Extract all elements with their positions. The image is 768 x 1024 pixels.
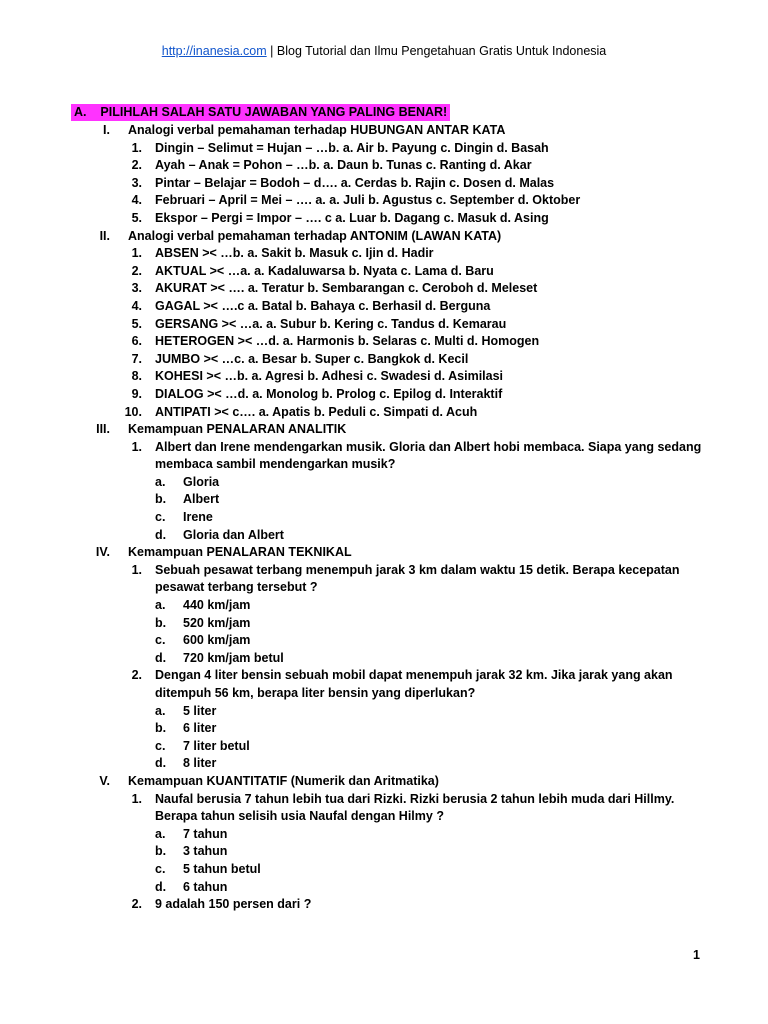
section-a-label: A. xyxy=(74,105,87,119)
question-item xyxy=(0,157,768,175)
page-header xyxy=(0,43,768,59)
question-text: AKTUAL >< …a. a. Kadaluwarsa b. Nyata c. Lama d. Baru xyxy=(155,263,494,278)
option-letter: b. xyxy=(155,615,167,630)
option-letter: c. xyxy=(155,738,166,753)
answer-option xyxy=(0,826,768,844)
answer-option xyxy=(0,843,768,861)
option-text: 520 km/jam xyxy=(183,615,251,630)
question-item xyxy=(0,245,768,263)
section-heading xyxy=(0,122,768,140)
question-number: 2. xyxy=(131,263,142,278)
section-heading xyxy=(0,228,768,246)
site-link[interactable]: http://inanesia.com xyxy=(161,44,267,58)
question-number: 1. xyxy=(131,140,142,155)
option-letter: d. xyxy=(155,756,167,771)
question-continuation xyxy=(0,579,768,597)
question-text: Sebuah pesawat terbang menempuh jarak 3 km dalam waktu 15 detik. Berapa kecepatan xyxy=(155,562,680,577)
question-item xyxy=(0,439,768,457)
option-letter: b. xyxy=(155,721,167,736)
question-list xyxy=(0,122,768,914)
option-text: 6 tahun xyxy=(183,879,228,894)
question-text: Ekspor – Pergi = Impor – …. c a. Luar b. Dagang c. Masuk d. Asing xyxy=(155,210,549,225)
option-text: 6 liter xyxy=(183,721,217,736)
section-heading xyxy=(0,544,768,562)
option-text: 8 liter xyxy=(183,756,217,771)
question-text: AKURAT >< …. a. Teratur b. Sembarangan c. Ceroboh d. Meleset xyxy=(155,281,538,296)
question-text: Naufal berusia 7 tahun lebih tua dari Rizki. Rizki berusia 2 tahun lebih muda dari Hillmy. xyxy=(155,791,675,806)
question-item xyxy=(0,175,768,193)
question-number: 5. xyxy=(131,316,142,331)
question-text: 9 adalah 150 persen dari ? xyxy=(155,897,312,912)
question-text: DIALOG >< …d. a. Monolog b. Prolog c. Epilog d. Interaktif xyxy=(155,386,503,401)
question-text: Berapa tahun selisih usia Naufal dengan Hilmy ? xyxy=(155,809,444,824)
question-text: KOHESI >< …b. a. Agresi b. Adhesi c. Swadesi d. Asimilasi xyxy=(155,369,504,384)
answer-option xyxy=(0,720,768,738)
question-number: 4. xyxy=(131,193,142,208)
question-item xyxy=(0,140,768,158)
question-item xyxy=(0,791,768,809)
question-number: 2. xyxy=(131,668,142,683)
section-title: Analogi verbal pemahaman terhadap HUBUNGAN ANTAR KATA xyxy=(128,123,506,137)
question-number: 2. xyxy=(131,897,142,912)
option-letter: a. xyxy=(155,703,166,718)
section-title: Kemampuan PENALARAN TEKNIKAL xyxy=(128,545,352,560)
header-separator: | xyxy=(266,44,277,58)
option-text: 5 liter xyxy=(183,703,217,718)
answer-option xyxy=(0,632,768,650)
question-continuation xyxy=(0,808,768,826)
question-text: ABSEN >< …b. a. Sakit b. Masuk c. Ijin d. Hadir xyxy=(155,246,434,261)
question-number: 4. xyxy=(131,298,142,313)
question-item xyxy=(0,386,768,404)
question-number: 10. xyxy=(124,404,142,419)
section-number: II. xyxy=(99,228,110,243)
question-number: 3. xyxy=(131,175,142,190)
question-number: 8. xyxy=(131,369,142,384)
option-letter: b. xyxy=(155,844,167,859)
option-text: Irene xyxy=(183,510,213,525)
question-text: ditempuh 56 km, berapa liter bensin yang diperlukan? xyxy=(155,686,476,700)
question-text: Februari – April = Mei – …. a. a. Juli b. Agustus c. September d. Oktober xyxy=(155,193,581,208)
question-item xyxy=(0,667,768,685)
question-item xyxy=(0,368,768,386)
question-text: HETEROGEN >< …d. a. Harmonis b. Selaras c. Multi d. Homogen xyxy=(155,334,540,349)
question-text: Albert dan Irene mendengarkan musik. Gloria dan Albert hobi membaca. Siapa yang sedang xyxy=(155,439,702,454)
answer-option xyxy=(0,527,768,545)
section-number: III. xyxy=(96,422,110,437)
question-continuation xyxy=(0,685,768,703)
option-text: 3 tahun xyxy=(183,844,228,859)
question-number: 6. xyxy=(131,334,142,349)
question-text: ANTIPATI >< c…. a. Apatis b. Peduli c. Simpati d. Acuh xyxy=(155,404,478,419)
section-a-heading xyxy=(71,104,450,121)
option-text: 7 tahun xyxy=(183,826,228,841)
option-letter: d. xyxy=(155,527,167,542)
answer-option xyxy=(0,474,768,492)
answer-option xyxy=(0,738,768,756)
option-letter: d. xyxy=(155,650,167,665)
question-item xyxy=(0,404,768,422)
answer-option xyxy=(0,650,768,668)
option-text: 440 km/jam xyxy=(183,598,251,613)
page-number: 1 xyxy=(693,948,700,962)
answer-option xyxy=(0,703,768,721)
answer-option xyxy=(0,879,768,897)
section-title: Kemampuan PENALARAN ANALITIK xyxy=(128,422,347,437)
answer-option xyxy=(0,597,768,615)
question-item xyxy=(0,562,768,580)
question-number: 1. xyxy=(131,246,142,261)
answer-option xyxy=(0,491,768,509)
question-text: Dingin – Selimut = Hujan – …b. a. Air b. Payung c. Dingin d. Basah xyxy=(155,140,549,155)
question-continuation xyxy=(0,456,768,474)
answer-option xyxy=(0,861,768,879)
option-letter: c. xyxy=(155,633,166,648)
option-text: 5 tahun betul xyxy=(183,861,261,876)
question-item xyxy=(0,351,768,369)
question-item xyxy=(0,280,768,298)
option-letter: b. xyxy=(155,492,167,507)
question-item xyxy=(0,333,768,351)
question-number: 1. xyxy=(131,562,142,577)
question-number: 1. xyxy=(131,439,142,454)
question-item xyxy=(0,298,768,316)
option-text: 600 km/jam xyxy=(183,633,251,648)
section-a-title: PILIHLAH SALAH SATU JAWABAN YANG PALING BENAR! xyxy=(100,105,448,119)
option-text: Albert xyxy=(183,492,220,507)
question-item xyxy=(0,316,768,334)
option-text: Gloria dan Albert xyxy=(183,527,284,542)
question-text: GAGAL >< ….c a. Batal b. Bahaya c. Berhasil d. Berguna xyxy=(155,298,491,313)
question-text: Ayah – Anak = Pohon – …b. a. Daun b. Tunas c. Ranting d. Akar xyxy=(155,158,532,173)
question-number: 3. xyxy=(131,281,142,296)
section-number: V. xyxy=(99,773,110,788)
question-item xyxy=(0,192,768,210)
section-number: I. xyxy=(103,123,110,137)
option-text: Gloria xyxy=(183,474,220,489)
option-text: 720 km/jam betul xyxy=(183,650,284,665)
question-item xyxy=(0,263,768,281)
answer-option xyxy=(0,615,768,633)
question-text: pesawat terbang tersebut ? xyxy=(155,580,318,595)
section-title: Kemampuan KUANTITATIF (Numerik dan Aritmatika) xyxy=(128,773,439,788)
question-text: Dengan 4 liter bensin sebuah mobil dapat menempuh jarak 32 km. Jika jarak yang akan xyxy=(155,668,673,683)
question-number: 5. xyxy=(131,210,142,225)
section-heading xyxy=(0,773,768,791)
answer-option xyxy=(0,509,768,527)
question-number: 9. xyxy=(131,386,142,401)
header-tagline: Blog Tutorial dan Ilmu Pengetahuan Gratis Untuk Indonesia xyxy=(276,44,607,58)
option-letter: a. xyxy=(155,474,166,489)
answer-option xyxy=(0,755,768,773)
question-text: Pintar – Belajar = Bodoh – d…. a. Cerdas b. Rajin c. Dosen d. Malas xyxy=(155,175,555,190)
question-item xyxy=(0,210,768,228)
question-text: GERSANG >< …a. a. Subur b. Kering c. Tandus d. Kemarau xyxy=(155,316,507,331)
option-letter: a. xyxy=(155,826,166,841)
question-number: 2. xyxy=(131,158,142,173)
question-number: 1. xyxy=(131,791,142,806)
section-heading xyxy=(0,421,768,439)
option-text: 7 liter betul xyxy=(183,738,250,753)
question-text: membaca sambil mendengarkan musik? xyxy=(155,457,396,472)
question-item xyxy=(0,896,768,914)
question-text: JUMBO >< …c. a. Besar b. Super c. Bangkok d. Kecil xyxy=(155,351,469,366)
question-number: 7. xyxy=(131,351,142,366)
option-letter: a. xyxy=(155,598,166,613)
section-title: Analogi verbal pemahaman terhadap ANTONIM (LAWAN KATA) xyxy=(128,228,502,243)
section-number: IV. xyxy=(95,545,110,560)
option-letter: c. xyxy=(155,861,166,876)
option-letter: c. xyxy=(155,510,166,525)
option-letter: d. xyxy=(155,879,167,894)
